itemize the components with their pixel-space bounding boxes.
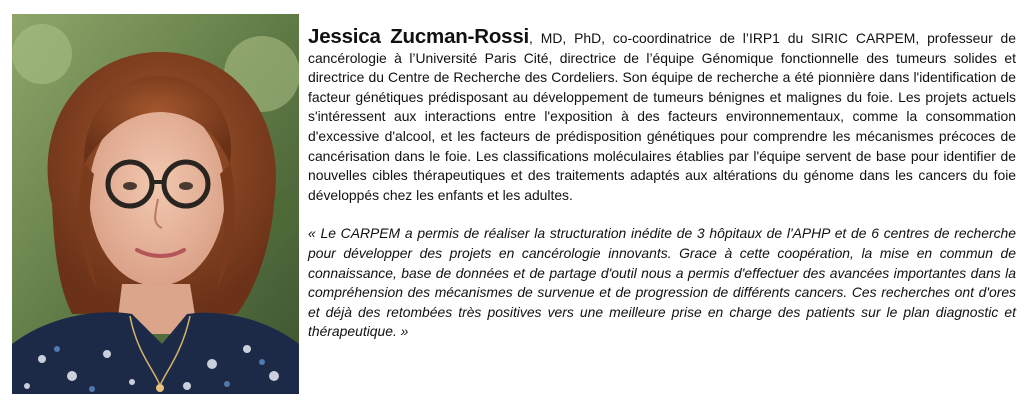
profile-text (308, 27, 1016, 342)
bio-text: , MD, PhD, co-coordinatrice de l’IRP1 du SIRIC CARPEM, professeur de cancérologie à l’Université Paris Cité, directrice de l’équipe Génomique fonctionnelle des tumeurs solides et directrice du Centre de Recherche des Cordeliers. Son équipe de recherche a été pionnière dans l'identification de facteur génétiques prédisposant au développement de tumeurs bénignes et malignes du foie. Les projets actuels s'intéressent aux interactions entre l'exposition à des facteurs environnementaux, comme la consommation d'excessive d'alcool, et les facteurs de prédisposition génétiques pour comprendre les mécanismes précoces de cancérisation dans le foie. Les classifications moléculaires établies par l'équipe servent de base pour identifier de nouvelles cibles thérapeutiques et des traitements adaptés aux altérations du génome dans les cancers du foie développés chez les enfants et les adultes. (308, 30, 1017, 203)
bio-paragraph (308, 27, 1016, 205)
quote-paragraph: « Le CARPEM a permis de réaliser la structuration inédite de 3 hôpitaux de l'APHP et de 6 centres de recherche pour développer des projets en cancérologie innovants. Grace à cette coopération, la mise en commun de connaissance, base de données et de partage d'outil nous a permis d'effectuer des avancées importantes dans la compréhension des mécanismes de survenue et de progression de différents cancers. Ces recherches ont d'ores et déjà des retombées très positives vers une meilleure prise en charge des patients sur le plan diagnostic et thérapeutique. » (308, 225, 1016, 340)
person-name: Jessica Zucman-Rossi (308, 25, 530, 48)
portrait-photo (12, 14, 299, 394)
